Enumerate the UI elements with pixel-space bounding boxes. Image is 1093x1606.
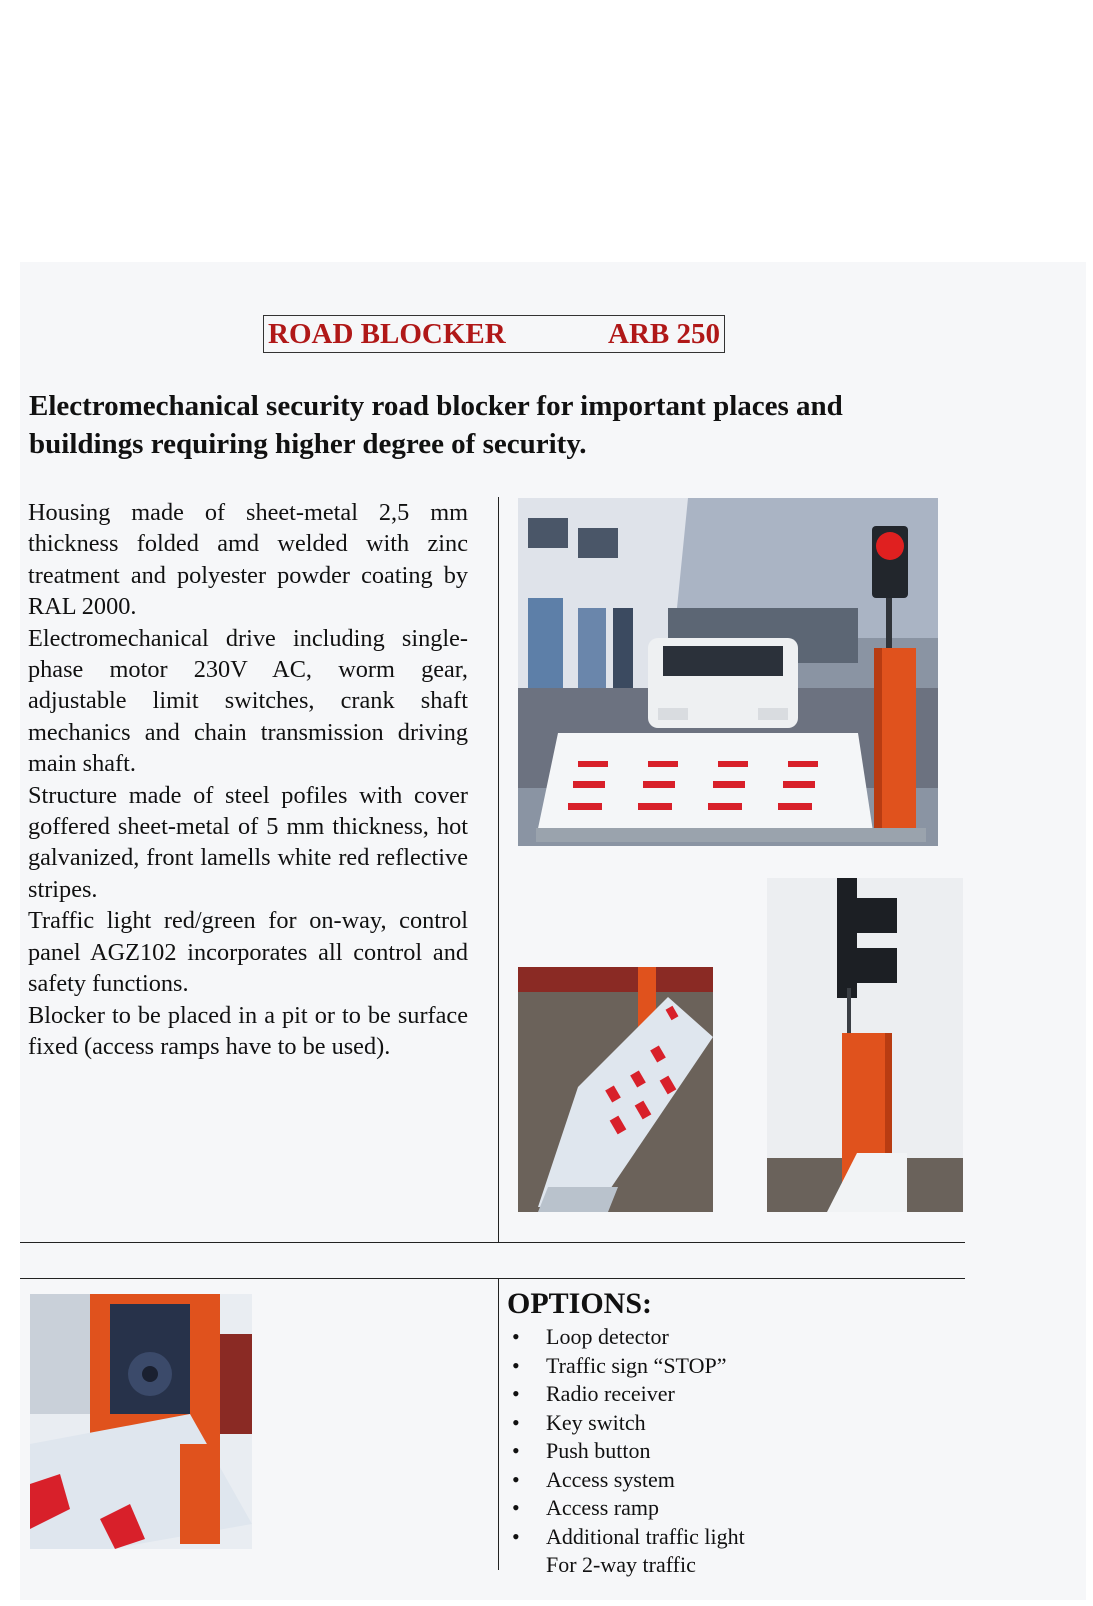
list-item [510, 1437, 745, 1466]
list-item [510, 1466, 745, 1495]
bullet-icon: • [512, 1466, 520, 1492]
photo-traffic-light [767, 878, 963, 1212]
title-box [263, 315, 725, 353]
option-label: Traffic sign “STOP” [546, 1352, 727, 1378]
bullet-icon: • [512, 1324, 520, 1349]
paragraph-placement: Blocker to be placed in a pit or to be surface fixed (access ramps have to be used). [28, 1001, 468, 1060]
product-title: ROAD BLOCKER [268, 318, 506, 350]
bullet-icon: • [512, 1438, 520, 1463]
option-label: Additional traffic light [546, 1523, 745, 1549]
description-text [28, 497, 468, 1062]
photo-blocker-closeup [518, 967, 713, 1212]
option-label: Access system [546, 1466, 675, 1492]
list-item [510, 1323, 745, 1352]
option-label: Loop detector [546, 1324, 669, 1349]
list-item [510, 1380, 745, 1409]
options-list [510, 1323, 745, 1551]
bullet-icon: • [512, 1495, 520, 1520]
options-note: For 2-way traffic [546, 1552, 696, 1577]
list-item [510, 1494, 745, 1523]
column-divider-bottom [498, 1278, 499, 1570]
headline: Electromechanical security road blocker for important places and buildings requiring higher degree of security. [29, 390, 843, 460]
product-model: ARB 250 [608, 318, 720, 350]
section-divider-top [20, 1242, 965, 1243]
option-label: Access ramp [546, 1495, 660, 1520]
bullet-icon: • [512, 1352, 520, 1378]
column-divider-top [498, 497, 499, 1242]
paragraph-housing: Housing made of sheet-metal 2,5 mm thickness folded amd welded with zinc treatment and polyester powder coating by RAL 2000. [28, 499, 468, 621]
bullet-icon: • [512, 1409, 520, 1435]
option-label: Radio receiver [546, 1381, 675, 1406]
paragraph-structure: Structure made of steel pofiles with cover goffered sheet-metal of 5 mm thickness, hot galvanized, front lamells white red reflective stripes. [28, 781, 468, 903]
option-label: Push button [546, 1438, 651, 1463]
bullet-icon: • [512, 1381, 520, 1406]
paragraph-traffic-light: Traffic light red/green for on-way, control panel AGZ102 incorporates all control and safety functions. [28, 907, 468, 998]
section-divider-bottom [20, 1278, 965, 1279]
list-item [510, 1523, 745, 1552]
option-label: Key switch [546, 1409, 646, 1435]
photo-blocker-with-car [518, 498, 938, 846]
list-item [510, 1352, 745, 1381]
options-heading: OPTIONS: [507, 1287, 653, 1320]
list-item [510, 1409, 745, 1438]
bullet-icon: • [512, 1523, 520, 1549]
photo-mechanism [30, 1294, 252, 1549]
paragraph-drive: Electromechanical drive including single-phase motor 230V AC, worm gear, adjustable limit switches, crank shaft mechanics and chain transmission driving main shaft. [28, 624, 468, 778]
